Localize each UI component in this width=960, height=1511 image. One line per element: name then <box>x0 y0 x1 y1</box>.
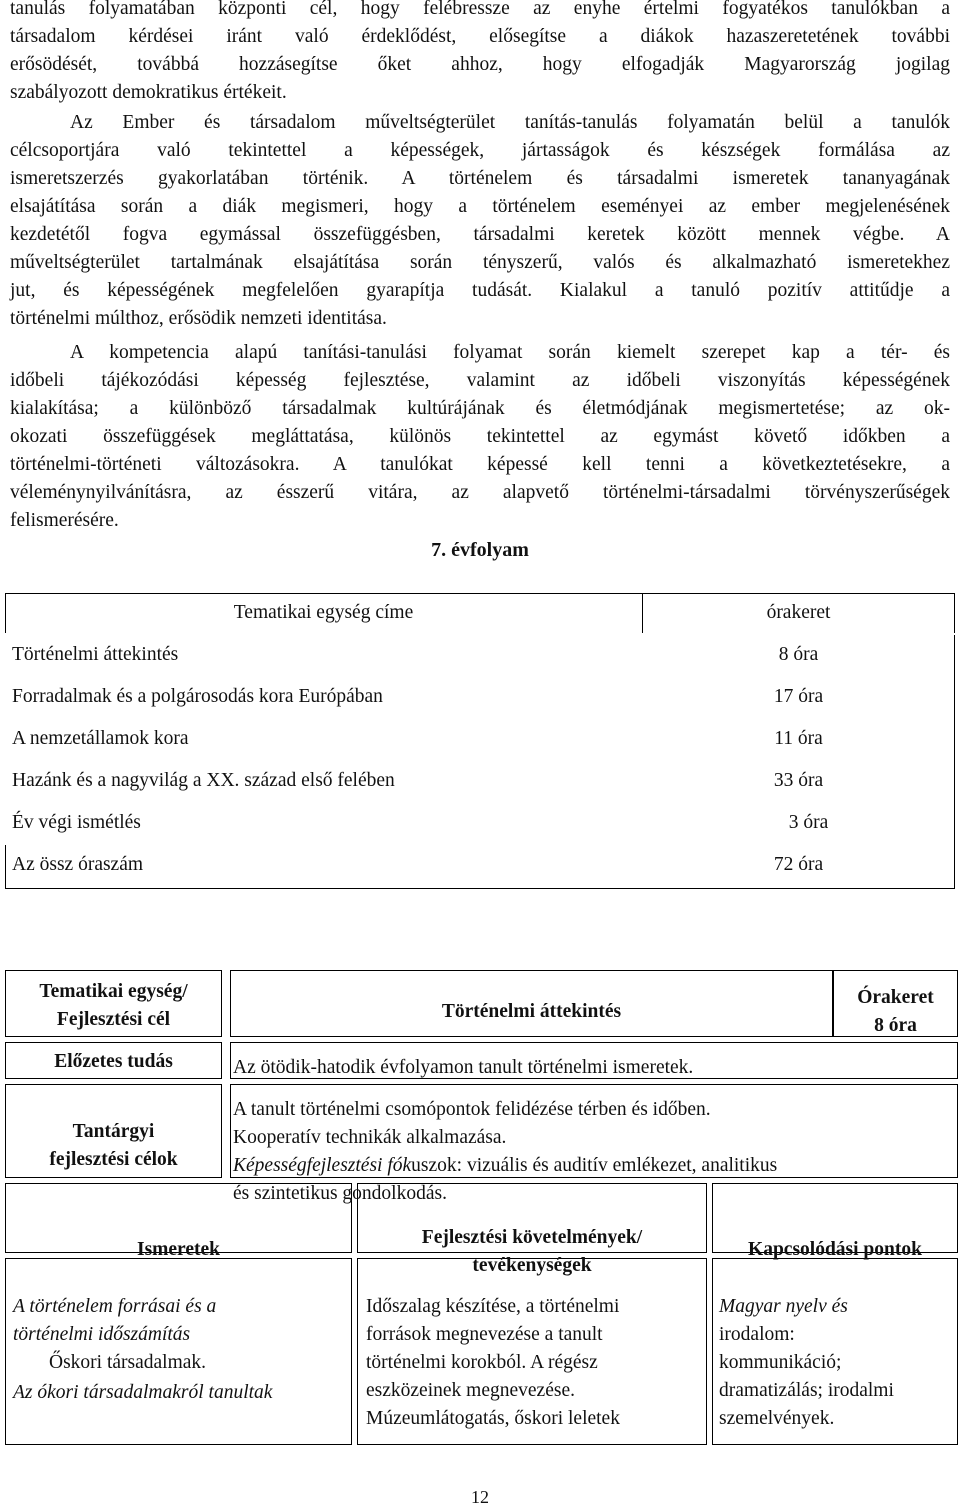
label-line: Tantárgyi <box>72 1121 155 1142</box>
text-line: A kompetencia alapú tanítási-tanulási folyamat során kiemelt szerepet kap a tér- és <box>70 342 950 363</box>
text-line: elsajátítása során a diák megismeri, hogy a történelem eseményei az ember megjelenésének <box>10 196 950 217</box>
hours-cell: 72 óra <box>773 854 824 875</box>
text-fragment: uszok: vizuális és auditív emlékezet, analitikus <box>411 1155 778 1176</box>
col-knowledge: Ismeretek <box>136 1239 221 1260</box>
text-line: történelmi korokból. A régész <box>366 1352 598 1373</box>
grade-heading: 7. évfolyam <box>431 539 529 561</box>
text-line: Múzeumlátogatás, őskori leletek <box>366 1408 620 1429</box>
unit-title: Történelmi áttekintés <box>441 1001 622 1022</box>
text-line: tanulás folyamatában központi cél, hogy felébressze az enyhe értelmi fogyatékos tanulókban a <box>10 0 950 19</box>
text-line: Az ókori társadalmakról tanultak <box>13 1382 273 1403</box>
text-line: irodalom: <box>719 1324 795 1345</box>
label-unit <box>5 978 222 1034</box>
label-line: Órakeret <box>857 987 934 1008</box>
label-prior-knowledge: Előzetes tudás <box>54 1051 173 1072</box>
text-line: kezdetétől fogva egymással összefüggésben, társadalmi keretek között mennek végbe. A <box>10 224 950 245</box>
text-line: kommunikáció; <box>719 1352 842 1373</box>
text-line: társadalom kérdései iránt való érdeklődést, elősegítse a diákok hazaszeretetének további <box>10 26 950 47</box>
text-line: A történelem forrásai és a <box>13 1296 217 1317</box>
topic-cell: Hazánk és a nagyvilág a XX. század első felében <box>12 770 395 791</box>
label-goals <box>5 1118 222 1174</box>
col-connections: Kapcsolódási pontok <box>748 1239 922 1260</box>
topic-cell: Forradalmak és a polgárosodás kora Európában <box>12 686 383 707</box>
topic-cell: Év végi ismétlés <box>12 812 141 833</box>
text-line: véleménynyilvánításra, az ésszerű vitára, az alapvető történelmi-társadalmi törvényszerűségek <box>10 482 950 503</box>
text-line: Kooperatív technikák alkalmazása. <box>233 1127 507 1148</box>
intro-paragraph <box>10 0 950 107</box>
knowledge-text <box>13 1293 272 1407</box>
text-line: szabályozott demokratikus értékeit. <box>10 82 287 103</box>
text-line: időbeli tájékozódási képesség fejlesztése, valamint az időbeli viszonyítás képességének <box>10 370 950 391</box>
label-line: tevékenységek <box>472 1255 592 1276</box>
text-line: jut, és képességének megfelelően gyarapítja tudását. Kialakul a tanuló pozitív attitűdje a <box>10 280 950 301</box>
hours-table <box>5 593 955 889</box>
text-line: A tanult történelmi csomópontok felidézése térben és időben. <box>233 1099 711 1120</box>
body-paragraph <box>10 339 950 535</box>
text-line: ismeretszerzés gyakorlatában történik. A történelem és társadalmi ismeretek tananyagának <box>10 168 950 189</box>
prior-knowledge-text: Az ötödik-hatodik évfolyamon tanult történelmi ismeretek. <box>233 1057 694 1078</box>
text-line: történelmi múlthoz, erősödik nemzeti identitása. <box>10 308 387 329</box>
text-line: felismerésére. <box>10 510 119 531</box>
header-hours: órakeret <box>766 602 831 623</box>
hours-cell: 17 óra <box>773 686 824 707</box>
text-line: kialakítása; a különböző társadalmak kultúrájának és életmódjának megismertetése; az ok- <box>10 398 950 419</box>
text-line: szemelvények. <box>719 1408 835 1429</box>
label-line: Fejlesztési követelmények/ <box>421 1227 643 1248</box>
text-line: célcsoportjára való tekintettel a képességek, jártasságok és készségek formálása az <box>10 140 950 161</box>
hours-cell: 33 óra <box>773 770 824 791</box>
topic-cell: Történelmi áttekintés <box>12 644 179 665</box>
italic-fragment: Képességfejlesztési fók <box>233 1155 412 1176</box>
text-line: dramatizálás; irodalmi <box>719 1380 894 1401</box>
hours-value: 8 óra <box>874 1015 917 1036</box>
text-line: Időszalag készítése, a történelmi <box>366 1296 620 1317</box>
text-line: erősödését, továbbá hozzásegítse őket ahhoz, hogy elfogadják Magyarország jogilag <box>10 54 950 75</box>
text-line <box>233 1152 777 1180</box>
page-number: 12 <box>471 1487 489 1507</box>
text-line: eszközeinek megnevezése. <box>366 1380 575 1401</box>
text-line: történelmi időszámítás <box>13 1324 191 1345</box>
text-line: Az Ember és társadalom műveltségterület tanítás-tanulás folyamatán belül a tanulók <box>70 112 950 133</box>
text-line: és szintetikus gondolkodás. <box>233 1183 447 1204</box>
text-line: műveltségterület tartalmának elsajátítása során tényszerű, valós és alkalmazható ismeretekhez <box>10 252 950 273</box>
hours-cell: 3 óra <box>788 812 829 833</box>
goals-text <box>233 1096 777 1208</box>
text-line: történelmi-történeti változásokra. A tanulókat képessé kell tenni a következtetésekre, a <box>10 454 950 475</box>
hours-cell: 8 óra <box>778 644 819 665</box>
hours-cell: 11 óra <box>774 728 823 749</box>
text-line: források megnevezése a tanult <box>366 1324 603 1345</box>
col-requirements <box>357 1224 707 1280</box>
unit-table <box>5 970 958 1445</box>
body-paragraph <box>10 109 950 333</box>
topic-cell: A nemzetállamok kora <box>12 728 189 749</box>
header-topic: Tematikai egység címe <box>233 602 414 623</box>
label-hours <box>833 984 958 1040</box>
requirements-text <box>366 1293 620 1433</box>
label-line: Fejlesztési cél <box>56 1009 171 1030</box>
topic-cell: Az össz óraszám <box>12 854 144 875</box>
label-line: fejlesztési célok <box>49 1149 178 1170</box>
text-line: okozati összefüggések megláttatása, különös tekintettel az egymást követő időkben a <box>10 426 950 447</box>
label-line: Tematikai egység/ <box>39 981 188 1002</box>
text-line: Őskori társadalmak. <box>49 1352 207 1373</box>
text-line: Magyar nyelv és <box>719 1296 848 1317</box>
connections-text <box>719 1293 894 1433</box>
